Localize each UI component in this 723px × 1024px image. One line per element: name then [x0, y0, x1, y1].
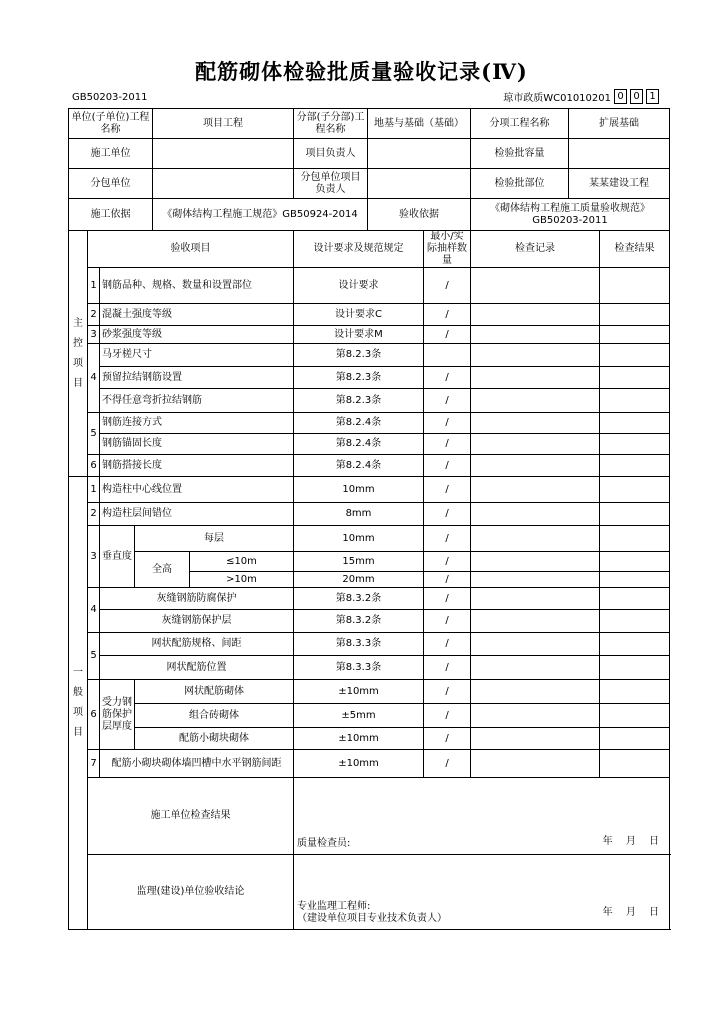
verticality-label: 垂直度	[100, 526, 135, 588]
row-design: 第8.3.3条	[294, 656, 424, 680]
row-no: 6	[88, 680, 100, 750]
project-manager-label: 项目负责人	[294, 139, 368, 169]
row-record[interactable]	[471, 304, 600, 326]
table-row	[69, 477, 670, 503]
row-record[interactable]	[471, 326, 600, 344]
subcontractor-label: 分包单位	[69, 169, 153, 199]
subitem-label: 分项工程名称	[471, 109, 569, 139]
row-item: 混凝土强度等级	[100, 304, 294, 326]
row-design: 第8.2.4条	[294, 413, 424, 434]
row-item: 钢筋搭接长度	[100, 455, 294, 477]
row-item: 配筋小砌块砌体	[135, 728, 294, 750]
standard-code: GB50203-2011	[72, 92, 148, 103]
table-row	[69, 413, 670, 434]
row-result[interactable]	[600, 389, 670, 413]
row-result[interactable]	[600, 326, 670, 344]
row-design: 第8.2.4条	[294, 455, 424, 477]
row-no: 4	[88, 588, 100, 633]
row-result[interactable]	[600, 728, 670, 750]
row-item: 马牙槎尺寸	[100, 344, 294, 367]
row-record[interactable]	[471, 588, 600, 610]
col-record: 检查记录	[471, 231, 600, 268]
construction-date: 年 月 日	[602, 836, 659, 847]
row-design: ±5mm	[294, 704, 424, 728]
unit-value[interactable]: 项目工程	[153, 109, 294, 139]
row-sample: /	[424, 588, 471, 610]
row-record[interactable]	[471, 455, 600, 477]
sub-manager-value[interactable]	[368, 169, 471, 199]
row-design: 15mm	[294, 552, 424, 572]
construction-unit-value[interactable]	[153, 139, 294, 169]
row-sample: /	[424, 526, 471, 552]
row-record[interactable]	[471, 413, 600, 434]
row-no: 5	[88, 633, 100, 680]
table-row	[69, 389, 670, 413]
row-no: 3	[88, 526, 100, 588]
construction-check-area[interactable]	[294, 778, 670, 855]
row-item: >10m	[190, 572, 294, 588]
inspection-form	[68, 108, 670, 930]
row-result[interactable]	[600, 704, 670, 728]
table-row	[69, 268, 670, 304]
construction-check-label: 施工单位检查结果	[88, 778, 294, 855]
row-sample: /	[424, 367, 471, 389]
row-sample: /	[424, 304, 471, 326]
row-record[interactable]	[471, 344, 600, 367]
table-row	[69, 503, 670, 526]
table-row	[69, 304, 670, 326]
acceptance-basis-label: 验收依据	[368, 199, 471, 231]
row-record[interactable]	[471, 728, 600, 750]
engineer-note: （建设单位项目专业技术负责人）	[297, 913, 447, 924]
engineer-label: 专业监理工程师:	[297, 901, 371, 912]
row-record[interactable]	[471, 434, 600, 455]
full-height-label: 全高	[135, 552, 190, 588]
row-design: 10mm	[294, 477, 424, 503]
row-sample: /	[424, 610, 471, 633]
row-result[interactable]	[600, 610, 670, 633]
row-no: 1	[88, 477, 100, 503]
row-record[interactable]	[471, 572, 600, 588]
table-row	[69, 633, 670, 656]
row-result[interactable]	[600, 268, 670, 304]
row-sample: /	[424, 656, 471, 680]
row-item: 预留拉结钢筋设置	[100, 367, 294, 389]
row-sample: /	[424, 728, 471, 750]
row-result[interactable]	[600, 344, 670, 367]
rebar-cover-label: 受力钢筋保护层厚度	[100, 680, 135, 750]
sub-manager-label: 分包单位项目负责人	[294, 169, 368, 199]
row-design: 第8.3.3条	[294, 633, 424, 656]
row-record[interactable]	[471, 503, 600, 526]
table-row	[69, 750, 670, 778]
row-item: 砂浆强度等级	[100, 326, 294, 344]
table-row	[69, 455, 670, 477]
row-design: 第8.2.3条	[294, 367, 424, 389]
table-row	[69, 552, 670, 572]
row-item: 组合砖砌体	[135, 704, 294, 728]
record-code-box-3[interactable]: 1	[646, 89, 659, 104]
row-no: 6	[88, 455, 100, 477]
row-record[interactable]	[471, 656, 600, 680]
supervision-area[interactable]	[294, 855, 670, 930]
row-record[interactable]	[471, 367, 600, 389]
row-design: 20mm	[294, 572, 424, 588]
row-result[interactable]	[600, 455, 670, 477]
row-sample: /	[424, 704, 471, 728]
row-item: 网状配筋砌体	[135, 680, 294, 704]
row-no: 1	[88, 268, 100, 304]
row-item: 每层	[135, 526, 294, 552]
row-sample: /	[424, 477, 471, 503]
row-item: 网状配筋规格、间距	[100, 633, 294, 656]
batch-location-label: 检验批部位	[471, 169, 569, 199]
row-no: 2	[88, 304, 100, 326]
supervision-label: 监理(建设)单位验收结论	[88, 855, 294, 930]
row-result[interactable]	[600, 503, 670, 526]
table-row	[69, 704, 670, 728]
table-row	[69, 344, 670, 367]
table-row	[69, 610, 670, 633]
batch-capacity-label: 检验批容量	[471, 139, 569, 169]
main-control-label: 主控项目	[69, 231, 88, 477]
row-design: 设计要求C	[294, 304, 424, 326]
row-design: 10mm	[294, 526, 424, 552]
row-item: 钢筋连接方式	[100, 413, 294, 434]
page-title: 配筋砌体检验批质量验收记录(Ⅳ)	[195, 59, 528, 84]
row-result[interactable]	[600, 572, 670, 588]
row-sample	[424, 344, 471, 367]
row-record[interactable]	[471, 268, 600, 304]
row-item: 灰缝钢筋防腐保护	[100, 588, 294, 610]
row-item: 配筋小砌块砌体墙凹槽中水平钢筋间距	[100, 750, 294, 778]
row-no: 3	[88, 326, 100, 344]
row-sample: /	[424, 455, 471, 477]
row-result[interactable]	[600, 552, 670, 572]
row-record[interactable]	[471, 389, 600, 413]
row-sample: /	[424, 680, 471, 704]
row-result[interactable]	[600, 656, 670, 680]
record-code	[503, 89, 659, 104]
row-record[interactable]	[471, 704, 600, 728]
subitem-value[interactable]: 扩展基础	[569, 109, 670, 139]
row-sample: /	[424, 552, 471, 572]
table-row	[69, 588, 670, 610]
row-no: 4	[88, 344, 100, 413]
row-result[interactable]	[600, 477, 670, 503]
row-item: 灰缝钢筋保护层	[100, 610, 294, 633]
row-record[interactable]	[471, 477, 600, 503]
row-design: 第8.3.2条	[294, 610, 424, 633]
table-row	[69, 680, 670, 704]
record-code-box-2[interactable]: 0	[630, 89, 643, 104]
table-row	[69, 326, 670, 344]
row-record[interactable]	[471, 750, 600, 778]
col-sample: 最小/实际抽样数量	[424, 231, 471, 268]
row-sample: /	[424, 326, 471, 344]
row-record[interactable]	[471, 552, 600, 572]
row-sample: /	[424, 413, 471, 434]
table-row	[69, 656, 670, 680]
division-value[interactable]: 地基与基础（基础）	[368, 109, 471, 139]
row-sample: /	[424, 389, 471, 413]
row-record[interactable]	[471, 526, 600, 552]
row-sample: /	[424, 268, 471, 304]
row-no: 5	[88, 413, 100, 455]
batch-location-value[interactable]: 某某建设工程	[569, 169, 670, 199]
row-result[interactable]	[600, 680, 670, 704]
general-label: 一般项目	[69, 477, 88, 930]
construction-unit-label: 施工单位	[69, 139, 153, 169]
record-code-box-1[interactable]: 0	[614, 89, 627, 104]
row-sample: /	[424, 572, 471, 588]
acceptance-basis-value[interactable]: 《砌体结构工程施工质量验收规范》GB50203-2011	[471, 199, 670, 231]
col-item: 验收项目	[88, 231, 294, 268]
division-label: 分部(子分部)工程名称	[294, 109, 368, 139]
row-design: 设计要求M	[294, 326, 424, 344]
row-result[interactable]	[600, 367, 670, 389]
row-sample: /	[424, 750, 471, 778]
row-sample: /	[424, 633, 471, 656]
subcontractor-value[interactable]	[153, 169, 294, 199]
row-no: 2	[88, 503, 100, 526]
row-no: 7	[88, 750, 100, 778]
record-code-prefix: 琼市政质WC01010201	[503, 93, 611, 104]
row-record[interactable]	[471, 680, 600, 704]
row-design: 8mm	[294, 503, 424, 526]
row-result[interactable]	[600, 413, 670, 434]
batch-capacity-value[interactable]	[569, 139, 670, 169]
col-result: 检查结果	[600, 231, 670, 268]
table-row	[69, 367, 670, 389]
table-row	[69, 434, 670, 455]
row-result[interactable]	[600, 434, 670, 455]
basis-label: 施工依据	[69, 199, 153, 231]
row-design: 第8.3.2条	[294, 588, 424, 610]
row-sample: /	[424, 434, 471, 455]
row-record[interactable]	[471, 633, 600, 656]
project-manager-value[interactable]	[368, 139, 471, 169]
row-result[interactable]	[600, 304, 670, 326]
row-item: 钢筋锚固长度	[100, 434, 294, 455]
row-design: 第8.2.3条	[294, 344, 424, 367]
row-design: 第8.2.3条	[294, 389, 424, 413]
row-design: 设计要求	[294, 268, 424, 304]
row-result[interactable]	[600, 750, 670, 778]
basis-value[interactable]: 《砌体结构工程施工规范》GB50924-2014	[153, 199, 368, 231]
row-item: 构造柱中心线位置	[100, 477, 294, 503]
quality-inspector-label: 质量检查员:	[297, 838, 351, 849]
row-record[interactable]	[471, 610, 600, 633]
supervision-signers	[297, 901, 447, 925]
row-result[interactable]	[600, 526, 670, 552]
row-sample: /	[424, 503, 471, 526]
supervision-date: 年 月 日	[602, 907, 659, 918]
table-row	[69, 526, 670, 552]
row-item: ≤10m	[190, 552, 294, 572]
row-item: 网状配筋位置	[100, 656, 294, 680]
row-design: 第8.2.4条	[294, 434, 424, 455]
row-design: ±10mm	[294, 750, 424, 778]
row-item: 钢筋品种、规格、数量和设置部位	[100, 268, 294, 304]
table-row	[69, 728, 670, 750]
row-result[interactable]	[600, 633, 670, 656]
col-design: 设计要求及规范规定	[294, 231, 424, 268]
row-design: ±10mm	[294, 728, 424, 750]
row-design: ±10mm	[294, 680, 424, 704]
unit-label: 单位(子单位)工程名称	[69, 109, 153, 139]
row-item: 不得任意弯折拉结钢筋	[100, 389, 294, 413]
row-item: 构造柱层间错位	[100, 503, 294, 526]
row-result[interactable]	[600, 588, 670, 610]
